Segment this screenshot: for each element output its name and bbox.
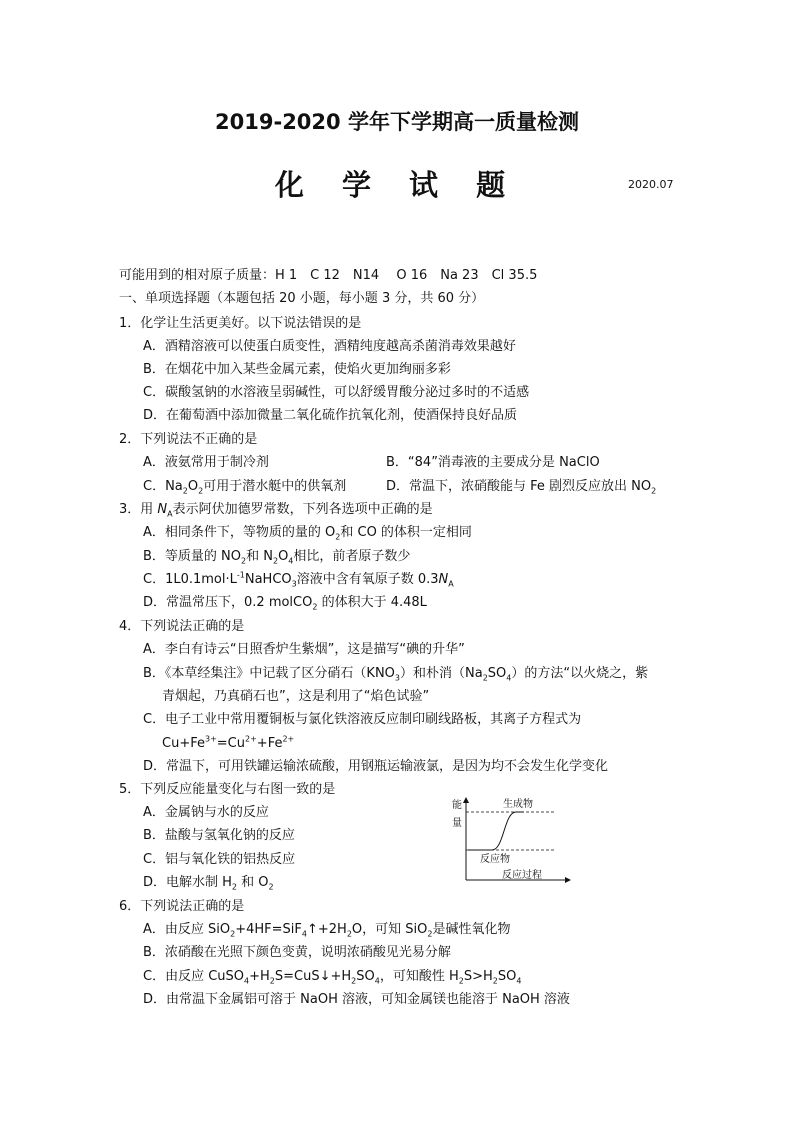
q2-option-d: D．常温下，浓硝酸能与 Fe 剧烈反应放出 $NO_2$ bbox=[386, 479, 657, 496]
q1-option-a: A．酒精溶液可以使蛋白质变性，酒精纯度越高杀菌消毒效果越好 bbox=[143, 339, 516, 354]
q4-option-d: D．常温下，可用铁罐运输浓硫酸，用钢瓶运输液氯，是因为均不会发生化学变化 bbox=[143, 759, 609, 774]
q3-stem: 3．用 $N_A$表示阿伏加德罗常数，下列各选项中正确的是 bbox=[119, 502, 433, 519]
energy-ylabel-1: 能 bbox=[452, 800, 462, 811]
q5-option-d: D．电解水制 $H_2$ 和 $O_2$ bbox=[143, 875, 274, 892]
q2-stem: 2．下列说法不正确的是 bbox=[119, 432, 258, 447]
q6-option-d: D．由常温下金属铝可溶于 NaOH 溶液，可知金属镁也能溶于 NaOH 溶液 bbox=[143, 992, 570, 1007]
energy-xlabel: 反应过程 bbox=[502, 870, 542, 881]
q5-option-c: C．铝与氧化铁的铝热反应 bbox=[143, 852, 296, 867]
products-label: 生成物 bbox=[503, 799, 533, 810]
q6-option-b: B．浓硝酸在光照下颜色变黄，说明浓硝酸见光易分解 bbox=[143, 945, 451, 960]
q4-option-b-line1: B．《本草经集注》中记载了区分硝石$(KNO_3)$和朴消$(Na_2SO_4)$的方法“以火烧之，紫 bbox=[143, 666, 649, 683]
q1-option-d: D．在葡萄酒中添加微量二氧化硫作抗氧化剂，使酒保持良好品质 bbox=[143, 408, 518, 423]
q2-option-b: B．“84”消毒液的主要成分是 NaClO bbox=[386, 455, 600, 470]
q3-option-a: A．相同条件下，等物质的量的 $O_2$和 CO 的体积一定相同 bbox=[143, 525, 472, 542]
atomic-masses: 可能用到的相对原子质量：H 1 C 12 N14 O 16 Na 23 Cl 35.5 bbox=[119, 268, 538, 283]
q3-option-d: D．常温常压下，0.2 molCO$_2$ 的体积大于 4.48L bbox=[143, 595, 427, 612]
exam-title: 2019-2020 学年下学期高一质量检测 bbox=[215, 110, 579, 134]
exam-date: 2020.07 bbox=[628, 178, 674, 191]
q6-stem: 6．下列说法正确的是 bbox=[119, 899, 245, 914]
q1-stem: 1．化学让生活更美好。以下说法错误的是 bbox=[119, 316, 362, 331]
q5-stem: 5．下列反应能量变化与右图一致的是 bbox=[119, 782, 336, 797]
q6-option-c: C．由反应 $CuSO_4+H_2S=CuS↓+H_2SO_4$，可知酸性 $H_2S>H_2SO_4$ bbox=[143, 969, 522, 986]
energy-ylabel-2: 量 bbox=[452, 818, 462, 829]
q2-option-c: C．$Na_2O_2$可用于潜水艇中的供氧剂 bbox=[143, 479, 347, 496]
q4-option-a: A．李白有诗云“日照香炉生紫烟”，这是描写“碘的升华” bbox=[143, 642, 465, 657]
q4-stem: 4．下列说法正确的是 bbox=[119, 619, 245, 634]
q3-option-c: C．$1L0.1mol\cdot L^{-1}NaHCO_3$溶液中含有氧原子数 $0.3N_A$ bbox=[143, 570, 454, 589]
q4-option-c-line1: C．电子工业中常用覆铜板与氯化铁溶液反应制印刷线路板，其离子方程式为 bbox=[143, 712, 582, 727]
q1-option-c: C．碳酸氢钠的水溶液呈弱碱性，可以舒缓胃酸分泌过多时的不适感 bbox=[143, 385, 530, 400]
energy-diagram bbox=[452, 796, 572, 884]
q5-option-a: A．金属钠与水的反应 bbox=[143, 805, 269, 820]
q3-option-b: B．等质量的 $NO_2$和 $N_2O_4$相比，前者原子数少 bbox=[143, 549, 411, 566]
q2-option-a: A．液氨常用于制冷剂 bbox=[143, 455, 269, 470]
q4-option-b-line2: 青烟起，乃真硝石也”，这是利用了“焰色试验” bbox=[162, 689, 430, 704]
q6-option-a: A．由反应 $SiO_2+4HF=SiF_4↑+2H_2O$，可知 SiO$_2$是碱性氧化物 bbox=[143, 922, 511, 939]
section-heading: 一、单项选择题（本题包括 20 小题，每小题 3 分，共 60 分） bbox=[119, 291, 485, 306]
q4-option-c-equation: $Cu+Fe^{3+}=Cu^{2+}+Fe^{2+}$ bbox=[162, 734, 295, 751]
energy-curve bbox=[468, 812, 524, 850]
q1-option-b: B．在烟花中加入某些金属元素，使焰火更加绚丽多彩 bbox=[143, 362, 451, 377]
subject-title: 化 学 试 题 bbox=[274, 168, 520, 202]
reactants-label: 反应物 bbox=[480, 854, 510, 865]
q5-option-b: B．盐酸与氢氧化钠的反应 bbox=[143, 828, 295, 843]
